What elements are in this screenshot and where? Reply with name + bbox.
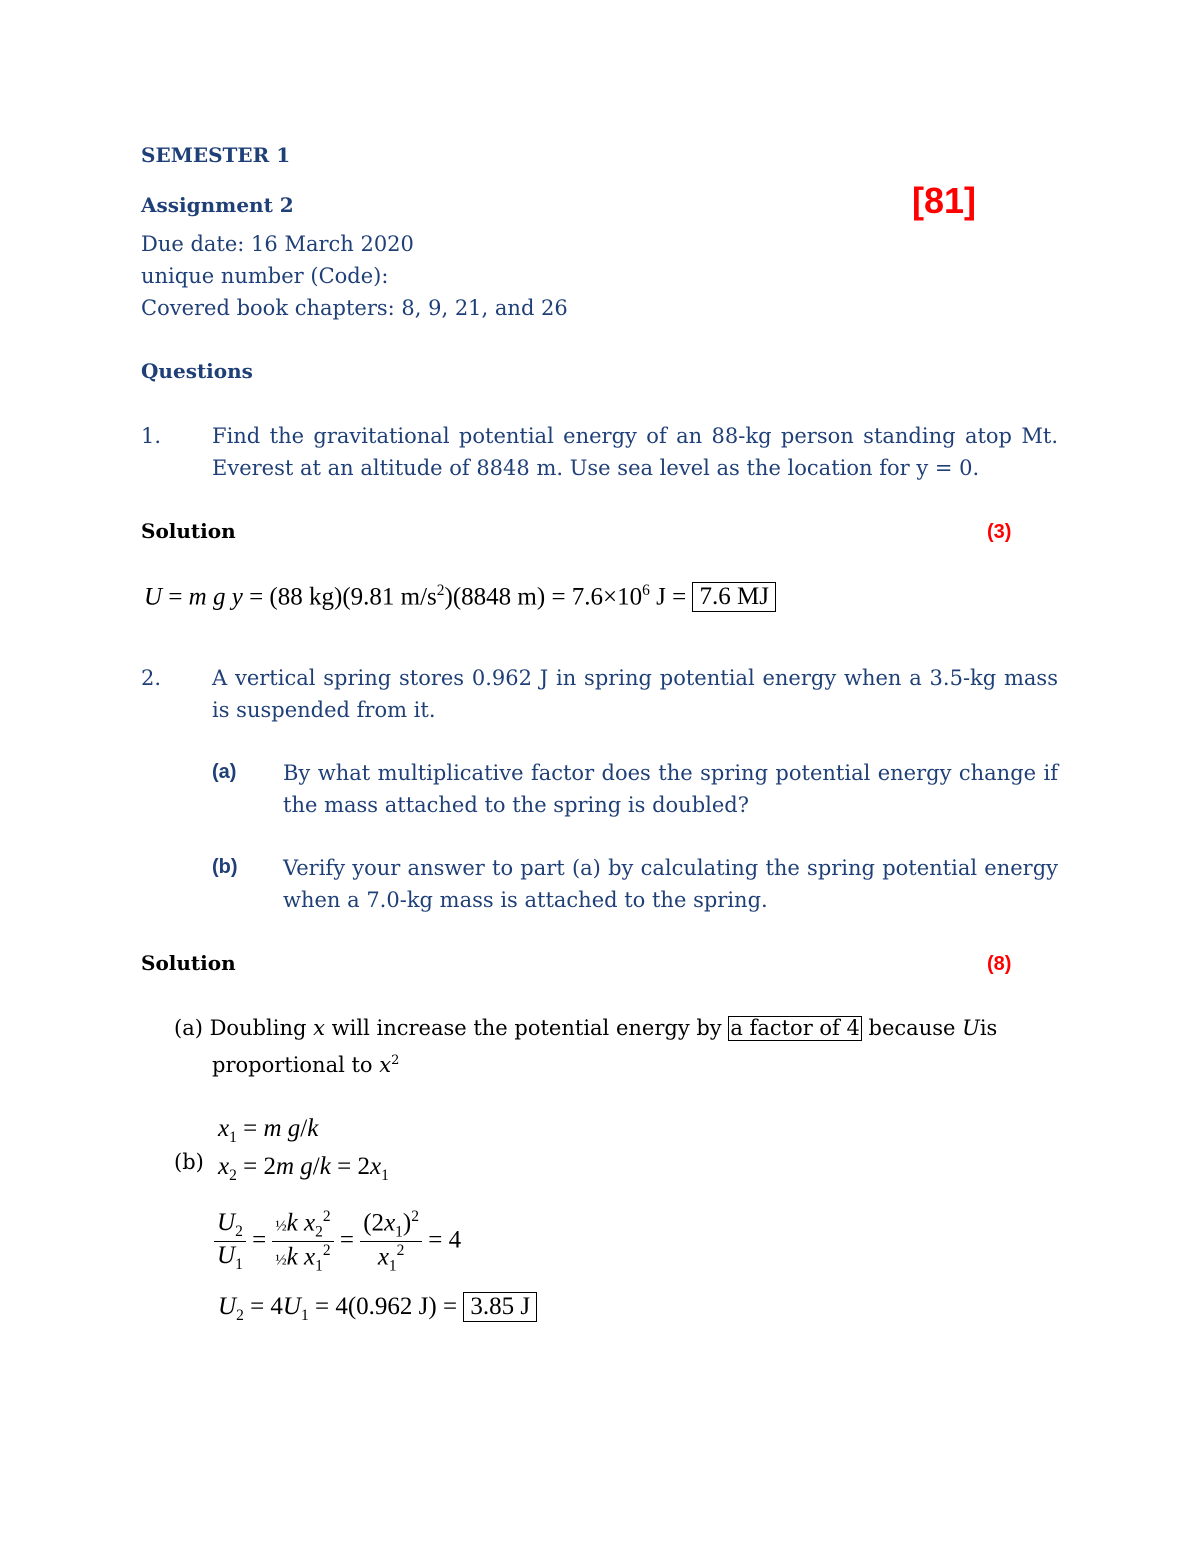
q2-sol-a-line1: [174, 1012, 997, 1044]
q2-sol-a-line2: [212, 1045, 399, 1081]
total-marks: [81]: [912, 180, 977, 221]
sol-a-tail: is: [979, 1016, 998, 1040]
questions-heading: Questions: [141, 359, 253, 383]
q2b-text: Verify your answer to part (a) by calculating the spring potential energy when a 7.0-kg mass is attached to the spring.: [283, 856, 1058, 912]
sol-a-label: (a): [174, 1016, 203, 1040]
q2a-text: By what multiplicative factor does the spring potential energy change if the mass attached to the spring is doubled?: [283, 761, 1058, 817]
sol-a-x2: x: [379, 1053, 392, 1077]
due-date: Due date: 16 March 2020: [141, 232, 414, 256]
q2-number: 2.: [141, 666, 162, 690]
q2-solution-label: Solution: [141, 951, 236, 975]
semester-heading: SEMESTER 1: [141, 143, 291, 167]
unique-number: unique number (Code):: [141, 264, 389, 288]
sol-a-mid: will increase the potential energy by: [331, 1016, 722, 1040]
sol-a-line2: proportional to: [212, 1053, 373, 1077]
q1-number: 1.: [141, 424, 162, 448]
sol-a-post: because: [868, 1016, 956, 1040]
assignment-heading: Assignment 2: [141, 193, 294, 217]
q1-text: Find the gravitational potential energy of an 88-kg person standing atop Mt. Everest at an altitude of 8848 m. Use sea level as the location for y = 0.: [212, 424, 1058, 480]
q1-solution-label: Solution: [141, 519, 236, 543]
sol-a-var-x: x: [313, 1016, 325, 1040]
eq-x1: $x_1 = m$ g/k: [218, 1115, 319, 1146]
q2-marks: (8): [987, 953, 1012, 975]
eq-u2: $U_2 = 4U_1 = 4(0.962$ J) = 3.85 J: [218, 1292, 537, 1325]
eq-ratio: $\frac{U_2}{U_1}$ = $\frac{\frac{1}{2}k x_2^2}{\frac{1}{2}k x_1^2}$ = $\frac{(2x_1)^2}{x_1^2}$ = 4: [214, 1208, 461, 1276]
q1-answer-box: 7.6 MJ: [692, 582, 775, 612]
covered-chapters: Covered book chapters: 8, 9, 21, and 26: [141, 296, 568, 320]
q2-answer-box: 3.85 J: [463, 1292, 537, 1322]
q1-equation: U = m g y = (88 kg)(9.81 $m/s^2)(8848$ $m) = 7.6\times 10^6$ J = 7.6 MJ: [144, 582, 776, 612]
sol-a-var-u: U: [962, 1016, 980, 1040]
sol-a-x2-exp: 2: [391, 1053, 400, 1068]
q2-text: A vertical spring stores 0.962 J in spring potential energy when a 3.5-kg mass is suspended from it.: [212, 666, 1058, 722]
sol-a-pre: Doubling: [209, 1016, 307, 1040]
eq-x2: $x_2 = 2m$ $g/k = 2x_1$: [218, 1153, 389, 1184]
sol-b-label: (b): [174, 1150, 204, 1174]
q2b-label: (b): [212, 856, 238, 878]
sol-a-boxed: a factor of 4: [730, 1016, 860, 1040]
q2a-label: (a): [212, 761, 237, 783]
q1-marks: (3): [987, 521, 1012, 543]
